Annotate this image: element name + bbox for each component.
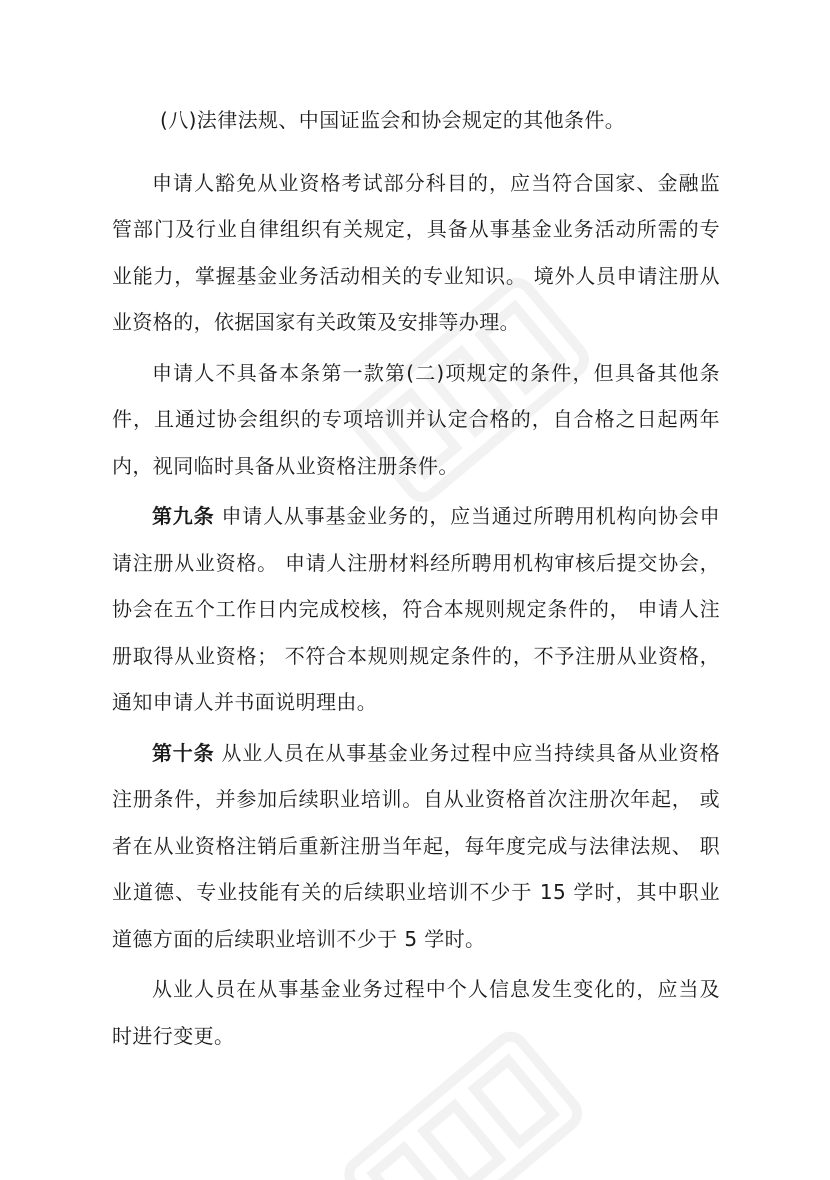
document-body	[112, 97, 720, 1059]
paragraph-text: 申请人豁免从业资格考试部分科目的，应当符合国家、金融监管部门及行业自律组织有关规定，具备从事基金业务活动所需的专业能力，掌握基金业务活动相关的专业知识。 境外人员申请注册从业资格的，依据国家有关政策及安排等办理。	[112, 170, 720, 334]
article-10	[112, 730, 720, 963]
article-9	[112, 493, 720, 726]
article-heading: 第九条	[152, 504, 215, 528]
paragraph-item-8	[112, 97, 720, 144]
paragraph-info-change	[112, 966, 720, 1059]
paragraph-temporary-qualification	[112, 350, 720, 490]
paragraph-exemption	[112, 160, 720, 346]
paragraph-text: 从业人员在从事基金业务过程中个人信息发生变化的，应当及时进行变更。	[112, 977, 720, 1048]
article-text: 从业人员在从事基金业务过程中应当持续具备从业资格注册条件，并参加后续职业培训。自从业资格首次注册次年起， 或者在从业资格注销后重新注册当年起，每年度完成与法律法规、 职业道德、专业技能有关的后续职业培训不少于 15 学时，其中职业道德方面的后续职业培训不少于 5 学时。	[112, 740, 721, 951]
article-heading: 第十条	[152, 740, 215, 765]
paragraph-text: 申请人不具备本条第一款第(二)项规定的条件，但具备其他条件，且通过协会组织的专项培训并认定合格的，自合格之日起两年内，视同临时具备从业资格注册条件。	[112, 360, 720, 478]
paragraph-text: (八)法律法规、中国证监会和协会规定的其他条件。	[160, 108, 626, 132]
article-text: 申请人从事基金业务的，应当通过所聘用机构向协会申请注册从业资格。 申请人注册材料经所聘用机构审核后提交协会，协会在五个工作日内完成校核，符合本规则规定条件的， 申请人注册取得从业资格； 不符合本规则规定条件的，不予注册从业资格，通知申请人并书面说明理由。	[112, 504, 721, 714]
